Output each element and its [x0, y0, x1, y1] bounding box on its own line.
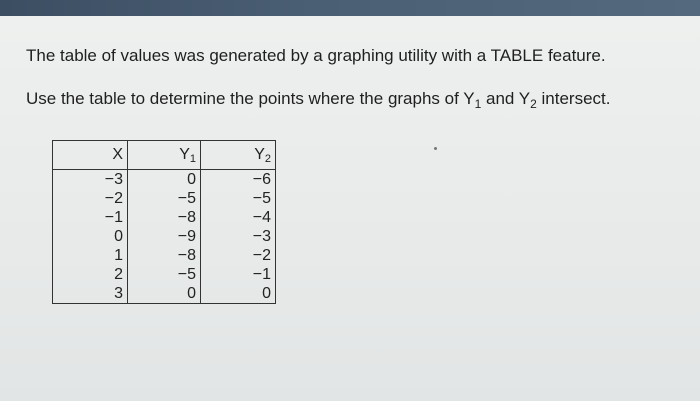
x-cell: 0: [53, 227, 128, 246]
header-y2: $Y_2$: [201, 141, 276, 170]
y1-cell: −8: [128, 246, 201, 265]
instruction-text-a: Use the table to determine the points where the graphs of Y: [26, 89, 475, 108]
stray-dot: [434, 147, 437, 150]
x-cell: −1: [53, 208, 128, 227]
y2-cell: −6: [252, 171, 271, 188]
table-row: [53, 189, 276, 208]
instruction-text-b: and Y: [481, 89, 531, 108]
question-panel: [0, 16, 700, 401]
table-row: [53, 284, 276, 304]
y1-cell: 0: [128, 170, 201, 190]
y2-cell: −2: [252, 247, 271, 264]
x-cell: 1: [53, 246, 128, 265]
y1-cell: 0: [128, 284, 201, 304]
y1-cell: −9: [128, 227, 201, 246]
header-y1: $Y_1$: [128, 141, 201, 170]
subscript-1: 1: [474, 97, 482, 111]
header-x: X: [53, 141, 128, 170]
table-body: [53, 170, 276, 304]
x-cell: −2: [53, 189, 128, 208]
y1-cell: −8: [128, 208, 201, 227]
values-table: [52, 140, 276, 304]
y2-cell: −3: [252, 228, 271, 245]
instruction-line-1: The table of values was generated by a graphing utility with a TABLE feature.: [26, 46, 606, 65]
y2-cell: −5: [252, 190, 271, 207]
table-row: [53, 265, 276, 284]
table-row: [53, 170, 276, 190]
subscript-2: 2: [530, 97, 537, 111]
table-row: [53, 208, 276, 227]
instruction-line-2: [26, 89, 611, 109]
y1-cell: −5: [128, 265, 201, 284]
table-row: [53, 246, 276, 265]
table-row: [53, 227, 276, 246]
x-cell: 2: [53, 265, 128, 284]
y2-cell: 0: [262, 285, 271, 302]
y1-cell: −5: [128, 189, 201, 208]
table-header-row: [53, 141, 276, 170]
top-bar: [0, 0, 700, 16]
x-cell: 3: [53, 284, 128, 304]
x-cell: −3: [53, 170, 128, 190]
y2-cell: −1: [252, 266, 271, 283]
instruction-text-c: intersect.: [536, 89, 611, 108]
y2-cell: −4: [252, 209, 271, 226]
